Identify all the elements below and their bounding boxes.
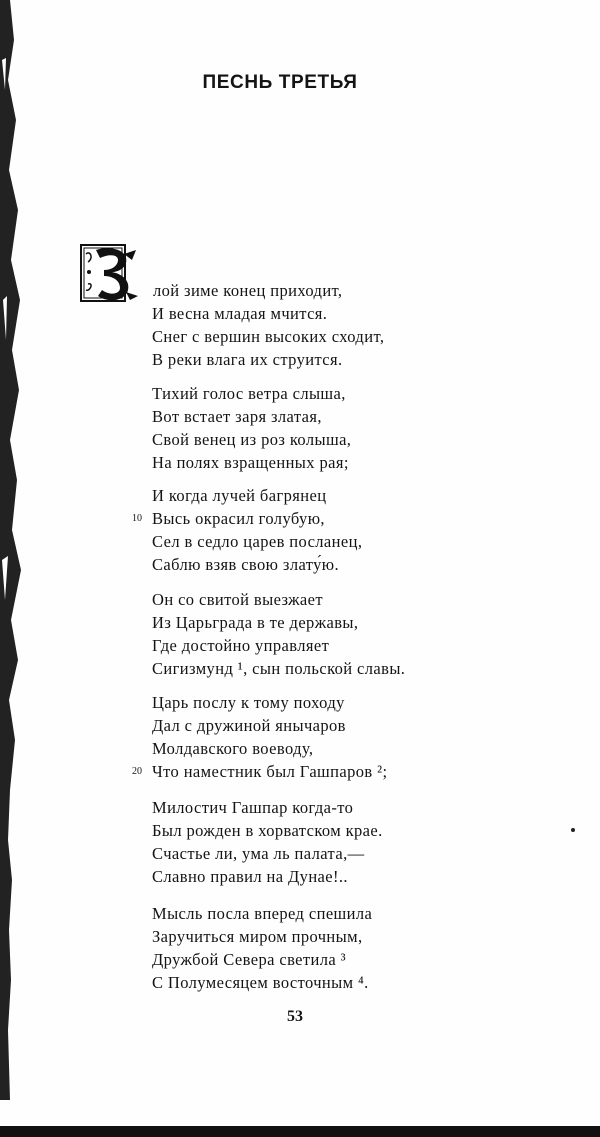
scanned-page-edge <box>0 0 24 1100</box>
poem-line: Сигизмунд ¹, сын польской славы. <box>152 659 406 678</box>
poem-line: И когда лучей багрянец <box>152 486 327 505</box>
page-number: 53 <box>287 1008 303 1025</box>
poem-line: Молдавского воеводу, <box>152 739 314 758</box>
poem-line: Был рожден в хорватском крае. <box>152 821 383 840</box>
poem-line: Дал с дружиной янычаров <box>152 716 346 735</box>
poem-line: Снег с вершин высоких сходит, <box>152 327 385 346</box>
poem-line: Высь окрасил голубую, <box>152 509 325 528</box>
poem-line: Дружбой Севера светила ³ <box>152 950 346 969</box>
poem-line: Саблю взяв свою злату́ю. <box>152 555 340 574</box>
poem-line: На полях взращенных рая; <box>152 453 349 472</box>
scan-speck <box>571 828 575 832</box>
ornamental-drop-cap <box>80 244 146 302</box>
poem-line: Где достойно управляет <box>152 636 330 655</box>
poem-line: Мысль посла вперед спешила <box>152 904 373 923</box>
poem-line: Сел в седло царев посланец, <box>152 532 363 551</box>
poem-line: Милостич Гашпар когда-то <box>152 798 354 817</box>
line-number: 10 <box>132 513 142 524</box>
poem-line: Из Царьграда в те державы, <box>152 613 359 632</box>
poem-line: Что наместник был Гашпаров ²; <box>152 762 388 781</box>
scan-bottom-edge <box>0 1126 600 1137</box>
poem-line: Вот встает заря златая, <box>152 407 322 426</box>
poem-line: Царь послу к тому походу <box>152 693 345 712</box>
poem-line: Свой венец из роз колыша, <box>152 430 352 449</box>
poem-line: Славно правил на Дунае!.. <box>152 867 348 886</box>
poem-line: С Полумесяцем восточным ⁴. <box>152 973 369 992</box>
canto-title: ПЕСНЬ ТРЕТЬЯ <box>202 72 358 93</box>
poem-line: Счастье ли, ума ль палата,— <box>152 844 365 863</box>
poem-line: В реки влага их струится. <box>152 350 343 369</box>
poem-line: Он со свитой выезжает <box>152 590 323 609</box>
poem-line: Заручиться миром прочным, <box>152 927 363 946</box>
poem-line: лой зиме конец приходит, <box>153 281 343 300</box>
line-number: 20 <box>132 766 142 777</box>
poem-line: И весна младая мчится. <box>152 304 328 323</box>
poem-line: Тихий голос ветра слыша, <box>152 384 346 403</box>
